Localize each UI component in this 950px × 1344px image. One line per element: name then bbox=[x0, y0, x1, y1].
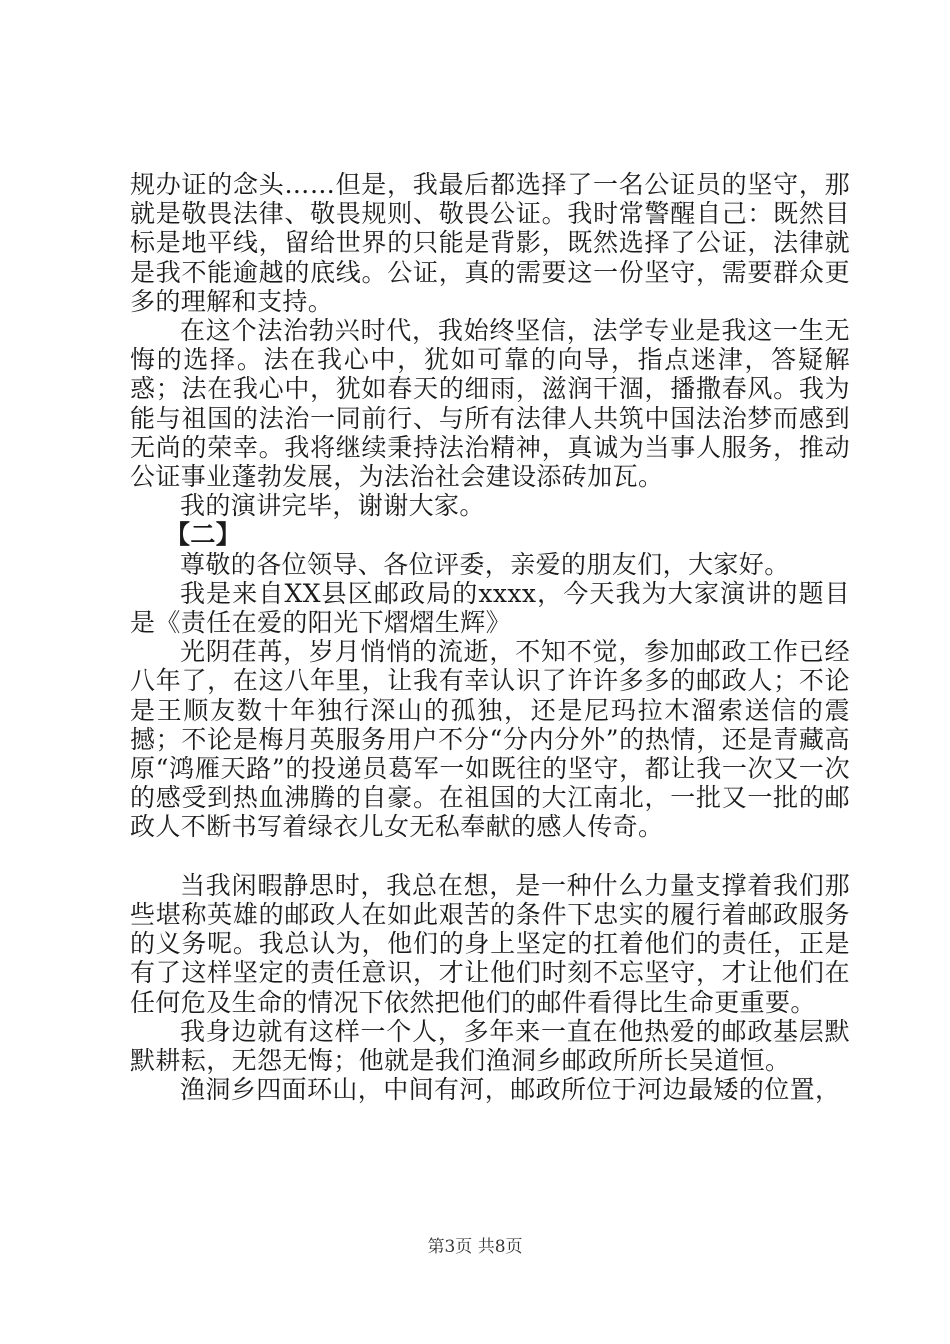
paragraph-reflection: 当我闲暇静思时，我总在想，是一种什么力量支撑着我们那些堪称英雄的邮政人在如此艰苦的条件下忠实的履行着邮政服务的义务呢。我总认为，他们的身上坚定的扛着他们的责任，正是有了这样坚定的责任意识，才让他们时刻不忘坚守，才让他们在任何危及生命的情况下依然把他们的邮件看得比生命更重要。 bbox=[130, 870, 850, 1017]
page-number-footer: 第3页 共8页 bbox=[427, 1237, 523, 1257]
paragraph-speech-closing: 我的演讲完毕，谢谢大家。 bbox=[180, 491, 485, 521]
document-body bbox=[130, 170, 850, 1104]
paragraph-yudong-township: 渔洞乡四面环山，中间有河，邮政所位于河边最矮的位置， bbox=[180, 1075, 841, 1105]
paragraph-greeting: 尊敬的各位领导、各位评委，亲爱的朋友们，大家好。 bbox=[180, 549, 790, 579]
paragraph-rule-of-law: 在这个法治勃兴时代，我始终坚信，法学专业是我这一生无悔的选择。法在我心中，犹如可靠的向导，指点迷津，答疑解惑；法在我心中，犹如春天的细雨，滋润干涸，播撒春风。我为能与祖国的法治一同前行、与所有法律人共筑中国法治梦而感到无尚的荣幸。我将继续秉持法治精神，真诚为当事人服务，推动公证事业蓬勃发展，为法治社会建设添砖加瓦。 bbox=[130, 316, 850, 492]
section-heading-two: 【二】 bbox=[165, 520, 242, 550]
blank-line bbox=[130, 842, 850, 871]
paragraph-postal-heroes: 光阴荏苒，岁月悄悄的流逝，不知不觉，参加邮政工作已经八年了，在这八年里，让我有幸认识了许许多多的邮政人；不论是王顺友数十年独行深山的孤独，还是尼玛拉木溜索送信的震撼；不论是梅月英服务用户不分“分内分外”的热情，还是青藏高原“鸿雁天路”的投递员葛军一如既往的坚守，都让我一次又一次的感受到热血沸腾的自豪。在祖国的大江南北，一批又一批的邮政人不断书写着绿衣儿女无私奉献的感人传奇。 bbox=[130, 637, 850, 842]
paragraph-colleague-intro: 我身边就有这样一个人，多年来一直在他热爱的邮政基层默默耕耘，无怨无悔；他就是我们渔洞乡邮政所所长吴道恒。 bbox=[130, 1016, 850, 1076]
paragraph-speech-title: 我是来自XX县区邮政局的xxxx，今天我为大家演讲的题目是《责任在爱的阳光下熠熠生辉》 bbox=[130, 578, 850, 638]
paragraph-notary-continuation: 规办证的念头……但是，我最后都选择了一名公证员的坚守，那就是敬畏法律、敬畏规则、敬畏公证。我时常警醒自己：既然目标是地平线，留给世界的只能是背影，既然选择了公证，法律就是我不能逾越的底线。公证，真的需要这一份坚守，需要群众更多的理解和支持。 bbox=[130, 170, 850, 316]
